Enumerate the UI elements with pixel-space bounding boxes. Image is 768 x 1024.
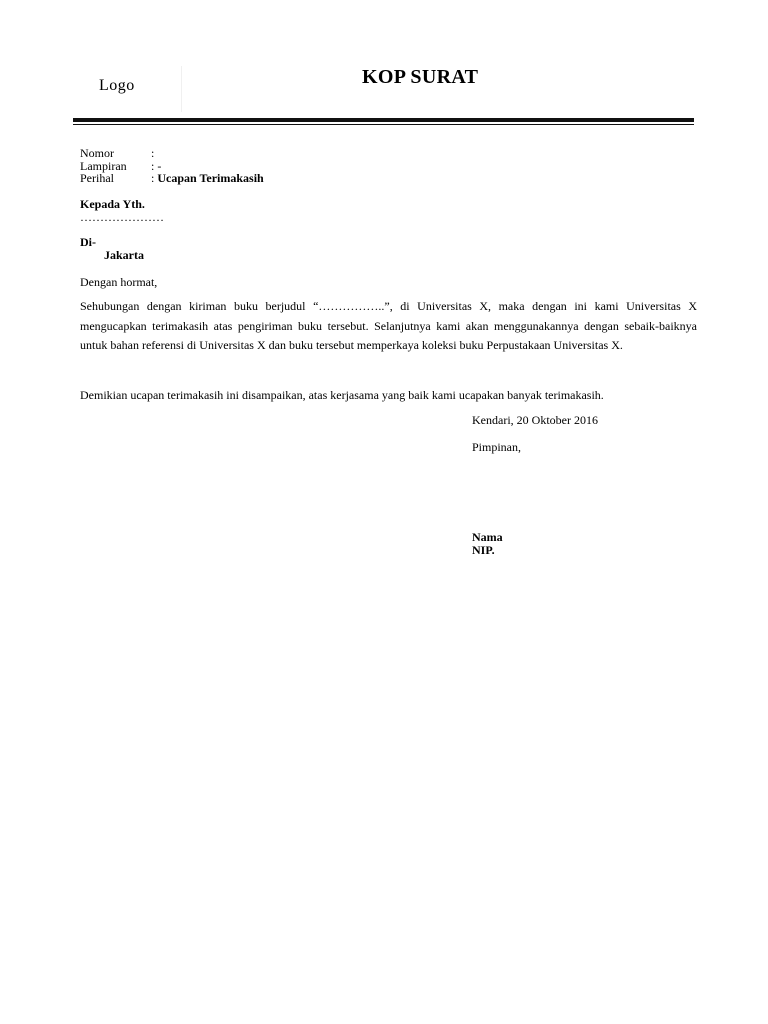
signatory-nip: NIP. (472, 543, 495, 557)
nomor-value: : (151, 146, 155, 160)
recipient-di: Di- (80, 235, 96, 249)
letterhead-rule-thick (73, 118, 694, 122)
letterhead-rule-thin (73, 124, 694, 125)
closing-sentence: Demikian ucapan terimakasih ini disampaikan, atas kerjasama yang baik kami ucapakan banyak terimakasih. (80, 388, 604, 402)
perihal-label: Perihal (80, 171, 114, 185)
meta-row-perihal (80, 172, 264, 185)
recipient-name-placeholder: ………………… (80, 210, 164, 224)
letterhead-title: KOP SURAT (362, 66, 479, 88)
place-date: Kendari, 20 Oktober 2016 (472, 413, 598, 427)
letter-meta (80, 147, 264, 185)
lampiran-value: : - (151, 158, 162, 173)
meta-row-nomor (80, 147, 264, 160)
nomor-label: Nomor (80, 146, 114, 160)
signatory-block (472, 531, 503, 557)
body-paragraph: Sehubungan dengan kiriman buku berjudul “……………..”, di Universitas X, maka dengan ini kami Universitas X mengucapkan terimakasih atas pengiriman buku tersebut. Selanjutnya kami akan menggunakannya dengan sebaik-baiknya untuk bahan referensi di Universitas X dan buku tersebut memperkaya koleksi buku Perpustakaan Universitas X. (80, 299, 697, 352)
signatory-name: Nama (472, 530, 503, 544)
recipient-block (80, 198, 164, 224)
lampiran-label: Lampiran (80, 158, 127, 173)
perihal-value: Ucapan Terimakasih (157, 171, 264, 185)
recipient-heading: Kepada Yth. (80, 197, 145, 211)
logo: Logo (99, 77, 135, 94)
recipient-city: Jakarta (104, 248, 144, 262)
signatory-position: Pimpinan, (472, 440, 522, 454)
perihal-separator: : (151, 171, 158, 185)
logo-divider (181, 66, 182, 112)
recipient-location (80, 236, 144, 262)
perihal-value-wrap (151, 172, 264, 185)
salutation: Dengan hormat, (80, 275, 158, 289)
